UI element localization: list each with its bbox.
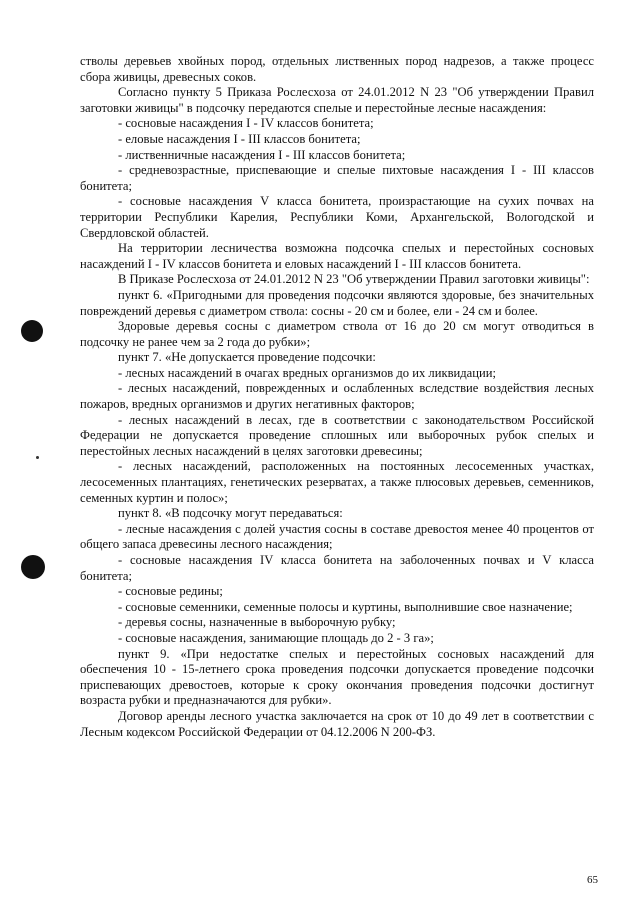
punch-hole-top <box>21 320 43 342</box>
paragraph: стволы деревьев хвойных пород, отдельных лиственных пород надрезов, а также процесс сбора живицы, древесных соков. <box>80 54 594 84</box>
scan-speck <box>36 456 39 459</box>
paragraph: - средневозрастные, приспевающие и спелые пихтовые насаждения I - III классов бонитета; <box>80 163 594 193</box>
paragraph: Согласно пункту 5 Приказа Рослесхоза от 24.01.2012 N 23 "Об утверждении Правил заготовки живицы" в подсочку передаются спелые и перестойные лесные насаждения: <box>80 85 594 115</box>
paragraph: - лесные насаждения с долей участия сосны в составе древостоя менее 40 процентов от общего запаса древесины лесного насаждения; <box>80 521 594 552</box>
paragraph: - сосновые насаждения IV класса бонитета на заболоченных почвах и V класса бонитета; <box>80 553 594 583</box>
paragraph: Договор аренды лесного участка заключается на срок от 10 до 49 лет в соответствии с Лесным кодексом Российской Федерации от 04.12.2006 N 200-ФЗ. <box>80 708 594 739</box>
paragraph: В Приказе Рослесхоза от 24.01.2012 N 23 "Об утверждении Правил заготовки живицы": <box>118 272 590 287</box>
paragraph: пункт 6. «Пригодными для проведения подсочки являются здоровые, без значительных повреждений деревья с диаметром ствола: сосны - 20 см и более, ели - 24 см и более. <box>80 287 594 318</box>
paragraph: - лесных насаждений, поврежденных и ослабленных вследствие воздействия лесных пожаров, вредных организмов и других негативных факторов; <box>80 381 594 412</box>
paragraph: - лесных насаждений, расположенных на постоянных лесосеменных участках, лесосеменных плантациях, генетических резерватах, а также плюсовых деревьев, семенников, семенных куртин и полос»; <box>80 459 594 505</box>
paragraph: пункт 7. «Не допускается проведение подсочки: <box>118 350 376 365</box>
punch-hole-bottom <box>21 555 45 579</box>
paragraph: - сосновые насаждения I - IV классов бонитета; <box>118 116 374 131</box>
paragraph: - еловые насаждения I - III классов бонитета; <box>118 131 361 146</box>
paragraph: - лиственничные насаждения I - III классов бонитета; <box>118 147 406 162</box>
paragraph: пункт 8. «В подсочку могут передаваться: <box>118 506 343 521</box>
paragraph: - сосновые насаждения V класса бонитета, произрастающие на сухих почвах на территории Республики Карелия, Республики Коми, Архангельской, Вологодской и Свердловской областей. <box>80 194 594 240</box>
paragraph: - сосновые семенники, семенные полосы и куртины, выполнившие свое назначение; <box>118 599 573 614</box>
paragraph: Здоровые деревья сосны с диаметром ствола от 16 до 20 см могут отводиться в подсочку не ранее чем за 2 года до рубки»; <box>80 319 594 349</box>
paragraph: - деревья сосны, назначенные в выборочную рубку; <box>118 615 396 630</box>
document-body <box>80 54 594 740</box>
paragraph: - лесных насаждений в лесах, где в соответствии с законодательством Российской Федерации не допускается проведение сплошных или выборочных рубок спелых и перестойных лесных насаждений в целях заготовки древесины; <box>80 412 594 458</box>
paragraph: пункт 9. «При недостатке спелых и перестойных сосновых насаждений для обеспечения 10 - 15-летнего срока проведения подсочки допускается проведение подсочки приспевающих древостоев, которые к сроку окончания проведения подсочки достигнут возраста рубки и предназначаются для рубки». <box>80 646 594 708</box>
paragraph: - сосновые редины; <box>118 584 223 599</box>
paragraph: На территории лесничества возможна подсочка спелых и перестойных сосновых насаждений I - IV классов бонитета и еловых насаждений I - III классов бонитета. <box>80 241 594 271</box>
paragraph: - сосновые насаждения, занимающие площадь до 2 - 3 га»; <box>118 630 434 645</box>
page-number: 65 <box>587 874 598 886</box>
paragraph: - лесных насаждений в очагах вредных организмов до их ликвидации; <box>118 365 496 380</box>
